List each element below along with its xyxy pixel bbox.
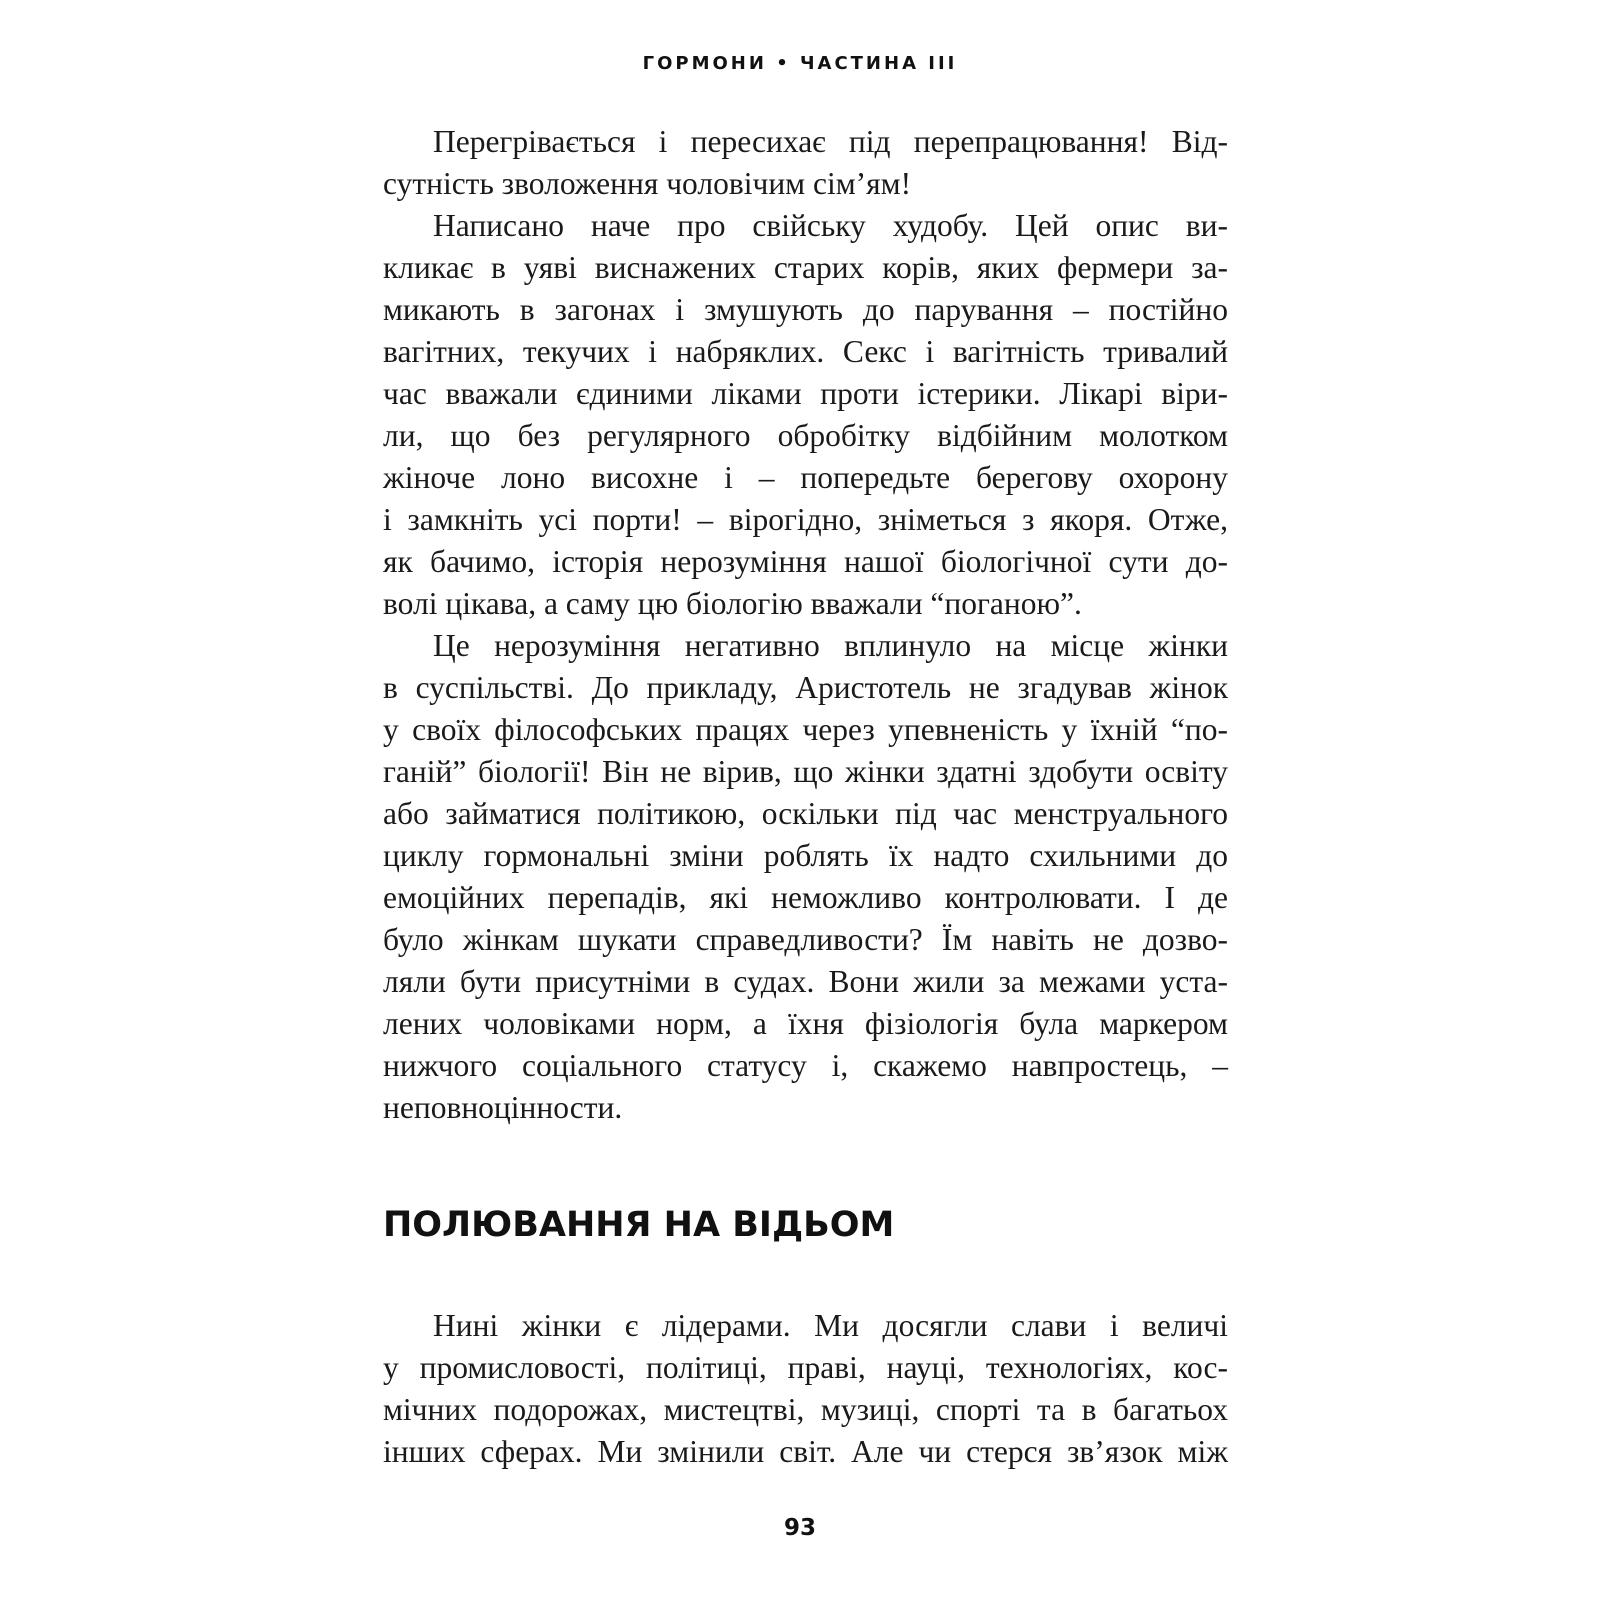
running-head: ГОРМОНИ • ЧАСТИНА III bbox=[642, 53, 958, 74]
body-text-bottom bbox=[383, 1305, 1228, 1473]
text-line: лених чоловіками норм, а їхня фізіологія була маркером bbox=[383, 1006, 1228, 1041]
text-line: в суспільстві. До прикладу, Аристотель не згадував жінок bbox=[383, 670, 1228, 705]
text-line: Перегрівається і пересихає під перепрацювання! Від- bbox=[433, 124, 1228, 159]
section-heading: ПОЛЮВАННЯ НА ВІДЬОМ bbox=[383, 1205, 895, 1245]
text-line: або займатися політикою, оскільки під час менструального bbox=[383, 796, 1228, 831]
text-line: у своїх філософських працях через упевненість у їхній “по- bbox=[383, 712, 1228, 747]
text-line: вагітних, текучих і набряклих. Секс і вагітність тривалий bbox=[383, 334, 1228, 369]
text-line: як бачимо, історія нерозуміння нашої біологічної сути до- bbox=[383, 544, 1228, 579]
page-number: 93 bbox=[783, 1515, 816, 1541]
text-line: Написано наче про свійську худобу. Цей опис ви- bbox=[433, 208, 1228, 243]
text-line: мічних подорожах, мистецтві, музиці, спорті та в багатьох bbox=[383, 1392, 1228, 1427]
text-line: ли, що без регулярного обробітку відбійним молотком bbox=[383, 418, 1228, 453]
text-line: жіноче лоно висохне і – попередьте берегову охорону bbox=[383, 460, 1228, 495]
text-line: час вважали єдиними ліками проти істерики. Лікарі віри- bbox=[383, 376, 1228, 411]
text-line: інших сферах. Ми змінили світ. Але чи стерся зв’язок між bbox=[383, 1434, 1228, 1469]
text-line: нижчого соціального статусу і, скажемо навпростець, – bbox=[383, 1048, 1228, 1083]
text-line: Це нерозуміння негативно вплинуло на місце жінки bbox=[433, 628, 1228, 663]
text-line: неповноцінности. bbox=[383, 1090, 623, 1125]
body-text-top bbox=[383, 121, 1228, 1129]
text-line: микають в загонах і змушують до парування – постійно bbox=[383, 292, 1228, 327]
text-line: циклу гормональні зміни роблять їх надто схильними до bbox=[383, 838, 1228, 873]
text-line: сутність зволоження чоловічим сім’ям! bbox=[383, 166, 912, 201]
text-line: у промисловості, політиці, праві, науці, технологіях, кос- bbox=[383, 1350, 1228, 1385]
text-line: емоційних перепадів, які неможливо контролювати. І де bbox=[383, 880, 1228, 915]
text-line: волі цікава, а саму цю біологію вважали “поганою”. bbox=[383, 586, 1082, 621]
text-line: ганій” біології! Він не вірив, що жінки здатні здобути освіту bbox=[383, 754, 1228, 789]
text-line: ляли бути присутніми в судах. Вони жили за межами уста- bbox=[383, 964, 1228, 999]
text-line: було жінкам шукати справедливости? Їм навіть не дозво- bbox=[383, 922, 1228, 957]
text-line: Нині жінки є лідерами. Ми досягли слави і величі bbox=[433, 1308, 1228, 1343]
text-line: і замкніть усі порти! – вірогідно, зніметься з якоря. Отже, bbox=[383, 502, 1228, 537]
text-line: кликає в уяві виснажених старих корів, яких фермери за- bbox=[383, 250, 1228, 285]
